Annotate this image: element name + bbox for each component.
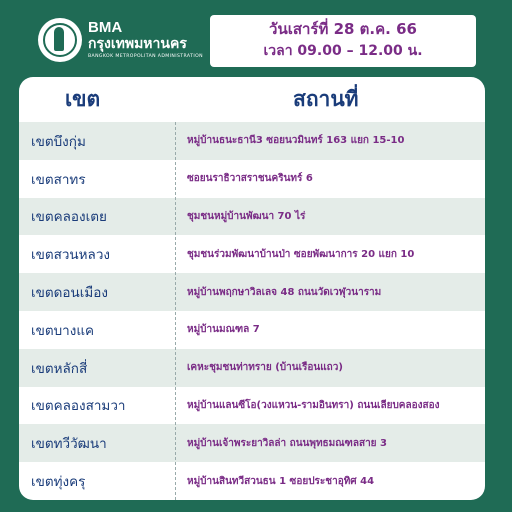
header-district: เขต bbox=[65, 87, 101, 111]
district-cell: เขตบึงกุ่ม bbox=[31, 133, 86, 150]
header-place: สถานที่ bbox=[293, 87, 359, 111]
place-cell: หมู่บ้านแลนซีโอ(วงแหวน-รามอินทรา) ถนนเลียบคลองสอง bbox=[187, 399, 440, 411]
brand-th: กรุงเทพมหานคร bbox=[88, 36, 187, 52]
schedule-table bbox=[19, 77, 485, 500]
place-cell: หมู่บ้านสินทวีสวนธน 1 ซอยประชาอุทิศ 44 bbox=[187, 475, 375, 487]
place-cell: เคหะชุมชนท่าทราย (บ้านเรือนแถว) bbox=[187, 362, 343, 374]
place-cell: ซอยนราธิวาสราชนครินทร์ 6 bbox=[187, 173, 313, 185]
place-cell: หมู่บ้านพฤกษาวิลเลจ 48 ถนนวัดเวฬุวนาราม bbox=[187, 286, 382, 298]
district-cell: เขตคลองสามวา bbox=[31, 398, 126, 415]
table-row bbox=[19, 424, 485, 462]
schedule-time: เวลา 09.00 – 12.00 น. bbox=[263, 43, 423, 59]
table-row bbox=[19, 122, 485, 160]
district-cell: เขตหลักสี่ bbox=[31, 360, 88, 377]
district-cell: เขตสวนหลวง bbox=[31, 247, 111, 264]
column-divider bbox=[175, 122, 176, 500]
district-cell: เขตทุ่งครุ bbox=[31, 474, 86, 491]
schedule-date: วันเสาร์ที่ 28 ต.ค. 66 bbox=[269, 20, 417, 38]
table-row bbox=[19, 349, 485, 387]
brand-en: BMA bbox=[88, 19, 123, 36]
place-cell: หมู่บ้านมณฑล 7 bbox=[187, 324, 260, 336]
table-row bbox=[19, 160, 485, 198]
place-cell: ชุมชนร่วมพัฒนาบ้านป่า ซอยพัฒนาการ 20 แยก 10 bbox=[187, 248, 415, 260]
table-row bbox=[19, 462, 485, 500]
brand-sub: BANGKOK METROPOLITAN ADMINISTRATION bbox=[88, 54, 203, 59]
table-row bbox=[19, 387, 485, 425]
logo-figure-icon bbox=[54, 27, 64, 51]
table-row bbox=[19, 235, 485, 273]
district-cell: เขตสาทร bbox=[31, 171, 86, 188]
district-cell: เขตทวีวัฒนา bbox=[31, 436, 107, 453]
district-cell: เขตดอนเมือง bbox=[31, 285, 108, 302]
table-row bbox=[19, 198, 485, 236]
schedule-box bbox=[210, 15, 476, 67]
brand-block bbox=[88, 20, 203, 61]
place-cell: หมู่บ้านเจ้าพระยาวิลล่า ถนนพุทธมณฑลสาย 3 bbox=[187, 437, 387, 449]
table-row bbox=[19, 273, 485, 311]
district-cell: เขตคลองเตย bbox=[31, 209, 107, 226]
table-header bbox=[19, 77, 485, 122]
bma-logo bbox=[38, 18, 82, 62]
place-cell: ชุมชนหมู่บ้านพัฒนา 70 ไร่ bbox=[187, 210, 306, 222]
district-cell: เขตบางแค bbox=[31, 322, 95, 339]
table-row bbox=[19, 311, 485, 349]
place-cell: หมู่บ้านธนะธานี3 ซอยนวมินทร์ 163 แยก 15-10 bbox=[187, 135, 405, 147]
